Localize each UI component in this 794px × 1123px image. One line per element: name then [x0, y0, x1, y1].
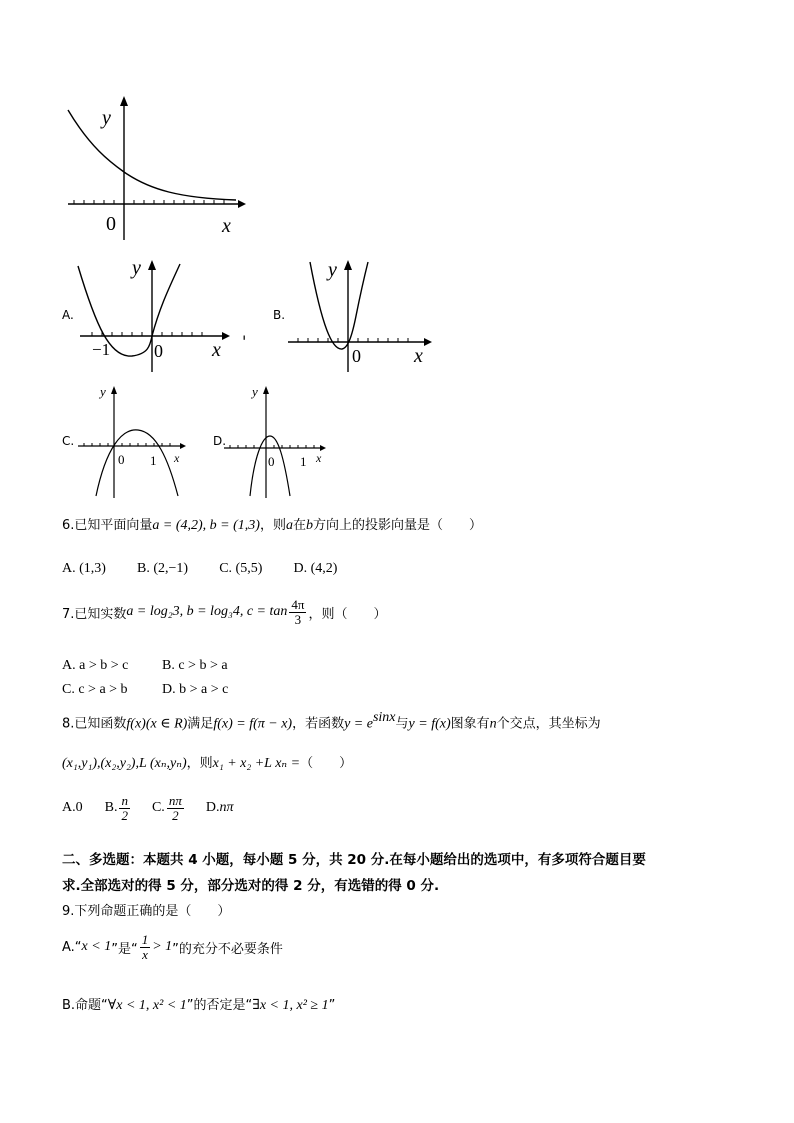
q9-b-math1: ∀x < 1, x² < 1 [107, 998, 187, 1013]
option-a-graph [76, 256, 236, 374]
q6-prefix: 6.已知平面向量 [62, 518, 153, 533]
option-b-graph [286, 256, 436, 374]
question-9-option-a [62, 933, 283, 961]
q6-vector-b: b [305, 518, 313, 533]
section-2-heading-line2: 求.全部选对的得 5 分，部分选对的得 2 分，有选错的得 0 分. [62, 878, 440, 894]
option-a-x-label: x [212, 339, 221, 361]
q8-coords: (x₁,y₁),(x₂,y₂),L (xₙ,yₙ) [62, 756, 187, 771]
q8-option-c-frac: $\frac{n\pi}{2}$ [168, 793, 182, 823]
question-8-line2 [62, 752, 352, 772]
q7-option-c: C. c > a > b [62, 682, 128, 697]
separator-mark: ' [242, 332, 247, 351]
parabola-curve [96, 430, 178, 496]
q8-mid2: ，若函数 [292, 716, 345, 732]
question-7-options-row2 [62, 678, 228, 698]
option-c-tick-0: 0 [118, 452, 125, 467]
option-d-tick-0: 0 [268, 454, 275, 469]
option-b-tick-0: 0 [352, 346, 361, 366]
q8-option-b-label: B. [104, 800, 118, 816]
y-axis-arrow [148, 260, 156, 270]
q8-option-d-label: D. [205, 800, 220, 816]
q9-a-math1: x < 1 [81, 939, 112, 955]
question-6-options [62, 557, 337, 577]
option-d-x-label: x [316, 451, 322, 465]
option-b-y-label: y [328, 259, 337, 281]
q8-option-c-label: C. [151, 800, 165, 816]
main-graph [60, 92, 250, 244]
main-y-label: y [102, 107, 111, 129]
main-origin-label: 0 [106, 213, 116, 235]
main-x-label: x [222, 215, 231, 237]
q7-fraction: $\frac{4\pi}{3}$ [291, 597, 305, 627]
x-axis-arrow [180, 443, 186, 449]
question-8-line1 [62, 710, 601, 732]
question-9-option-b [62, 994, 335, 1014]
q8-n: n [489, 716, 497, 732]
q6-option-a: A. (1,3) [62, 561, 106, 576]
q6-option-c: C. (5,5) [219, 561, 263, 576]
q8-mid4: 图象有 [450, 716, 490, 732]
exponential-curve [68, 110, 236, 200]
section-2-heading-line1: 二、多选题：本题共 4 小题，每小题 5 分，共 20 分.在每小题给出的选项中，有多项符合题目要 [62, 852, 646, 868]
q9-b-math2: ∃x < 1, x² ≥ 1 [252, 998, 329, 1013]
option-a-y-label: y [132, 257, 141, 279]
q8-mid3: 与 [395, 716, 409, 732]
q8-prefix: 8.已知函数 [62, 716, 127, 732]
question-9-stem: 9.下列命题正确的是（ ） [62, 904, 231, 919]
q8-option-d-value: nπ [219, 800, 234, 816]
y-axis-arrow [111, 386, 117, 394]
option-c-tick-1: 1 [150, 453, 157, 468]
q9-a-mid: ”是“ [111, 941, 138, 957]
question-7-stem [62, 598, 386, 626]
parabola-curve [310, 262, 368, 349]
y-axis-arrow [263, 386, 269, 394]
q8-suffix1: 个交点，其坐标为 [496, 716, 601, 732]
option-d-graph [222, 378, 334, 500]
q9-b-mid: ”的否定是“ [186, 998, 253, 1013]
q8-sum: x₁ + x₂ +L xₙ = [212, 756, 301, 771]
q8-exponent: sinx [372, 710, 396, 725]
question-6-stem [62, 514, 482, 534]
q7-option-a: A. a > b > c [62, 658, 129, 673]
q7-math: a = log₂3, b = log₃4, c = tan [126, 604, 288, 620]
option-c-y-label: y [100, 384, 106, 399]
option-d-tick-1: 1 [300, 454, 307, 469]
q6-option-d: D. (4,2) [293, 561, 338, 576]
option-a-tick-neg1: −1 [92, 340, 111, 359]
q8-option-b-frac: $\frac{n}{2}$ [121, 793, 128, 823]
y-axis-arrow [344, 260, 352, 270]
q8-math3: y = e [344, 716, 373, 732]
q7-option-d: D. b > a > c [162, 682, 229, 697]
q6-suffix: 方向上的投影向量是（ ） [312, 518, 482, 533]
option-a-letter: A. [62, 308, 74, 322]
option-d-y-label: y [252, 384, 258, 399]
q9-a-fraction: $\frac{1}{x}$ [141, 932, 149, 962]
q6-vectors: a = (4,2), b = (1,3) [152, 518, 260, 533]
question-7-options-row1 [62, 654, 228, 674]
q7-option-b: B. c > b > a [162, 658, 228, 673]
q9-a-math2: > 1 [152, 939, 173, 955]
option-a-tick-0: 0 [154, 341, 163, 361]
q6-in: 在 [292, 518, 306, 533]
q9-a-suffix: ”的充分不必要条件 [172, 941, 283, 957]
y-axis-arrow [120, 96, 128, 106]
q8-math1: f(x)(x ∈ R) [126, 716, 188, 732]
q7-prefix: 7.已知实数 [62, 606, 127, 622]
q6-option-b: B. (2,−1) [137, 561, 189, 576]
q7-suffix: ，则（ ） [308, 606, 387, 622]
option-c-letter: C. [62, 434, 75, 448]
q8-mid5: ，则 [186, 756, 213, 771]
option-b-letter: B. [273, 308, 286, 322]
x-axis-arrow [424, 338, 432, 346]
option-d-letter: D. [213, 434, 227, 448]
q6-vector-a: a [285, 518, 293, 533]
option-c-graph [76, 378, 196, 500]
x-axis-arrow [222, 332, 230, 340]
q8-math4: y = f(x) [408, 716, 451, 732]
q6-mid: ，则 [259, 518, 286, 533]
q9-b-prefix: B.命题“ [62, 998, 108, 1013]
q8-mid1: 满足 [187, 716, 214, 732]
q9-b-suffix: ” [328, 998, 336, 1013]
q8-suffix2: （ ） [300, 756, 353, 771]
question-8-options [62, 794, 233, 822]
option-b-x-label: x [414, 345, 423, 367]
x-axis-arrow [238, 200, 246, 208]
q8-math2: f(x) = f(π − x) [213, 716, 293, 732]
q9-a-prefix: A.“ [62, 939, 82, 955]
q8-option-a: A.0 [62, 800, 83, 816]
option-c-x-label: x [174, 451, 180, 465]
